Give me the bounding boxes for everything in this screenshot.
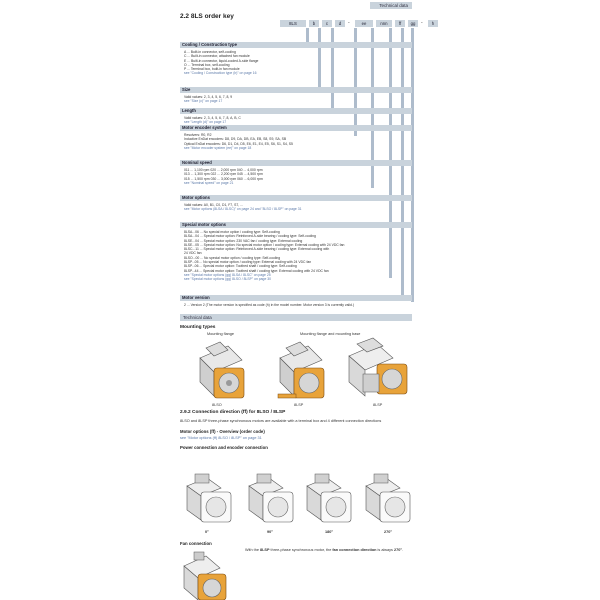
section-3 — [180, 125, 412, 152]
section-2 — [180, 108, 412, 127]
fan-text-1: With the — [245, 548, 260, 552]
fan-text-bold-1: 8LSP — [259, 548, 270, 552]
connection-text: 8LSO and 8LSP three-phase synchronous motors are available with a terminal box and 4 different connection directions — [180, 419, 382, 423]
orientation-angle-label: 90° — [267, 530, 273, 534]
section-body — [180, 228, 412, 284]
motor-orientation-0-image — [183, 470, 237, 526]
section-4 — [180, 160, 412, 187]
section-line: Optical EnDat encoders: D6, D1, D4, D5, E6, E1, E4, E5, S6, S1, S4, S5 — [184, 141, 293, 146]
fan-section — [180, 541, 412, 546]
options-title: Motor options (ff) - Overview (order code) — [180, 429, 265, 434]
section-6 — [180, 222, 412, 284]
section-line: Valid values: A0, B1, C0, D1, F7, S7, ... — [184, 203, 243, 207]
section-line: Inductive EnDat encoders: D8, D9, DA, DB, EA, EB, S8, S9, SA, SB — [184, 137, 287, 142]
section-line: A ... Built-in connector, self-cooling — [184, 50, 236, 54]
section-heading: Length — [180, 108, 412, 114]
section-bar-label: Technical data — [183, 315, 212, 320]
section-body — [180, 201, 412, 214]
section-5 — [180, 195, 412, 214]
order-key-dash: - — [421, 20, 423, 26]
section-line: 8LSP...44 ... Special motor option: Toothed shaft / cooling type: External cooling with 24 VDC fan — [184, 268, 329, 273]
section-line: 011 ... 1,100 rpm 020 ... 2,000 rpm 040 ... 4,000 rpm — [184, 168, 263, 172]
section-line: 8LSE...04 ... Special motor option: 230 VAC fan / cooling type: External cooling — [184, 238, 303, 243]
section-link[interactable]: see "Length (d)" on page 17 — [184, 120, 227, 125]
options-link[interactable]: see "Motor options (ff) 8LSO / 8LSP" on page 31 — [180, 436, 262, 440]
order-key-box-gg: gg — [408, 20, 418, 27]
header-label: Technical data — [379, 3, 408, 8]
motor-orientation-3-image — [362, 470, 416, 526]
order-key-box-nnn: nnn — [376, 20, 392, 27]
order-key-box-ff: ff — [395, 20, 405, 27]
section-line: Valid values: 2, 3, 4, 5, 6, 7, 8, 9 — [184, 95, 233, 99]
section-link[interactable]: see "Motor encoder system (ee)" on page 18 — [184, 145, 252, 150]
order-key-box-c: c — [322, 20, 332, 27]
section-line: 24 VDC fan — [184, 251, 202, 256]
motor-orientation-2-image — [303, 470, 357, 526]
section-1 — [180, 87, 412, 106]
section-link[interactable]: see "Cooling / Construction type (b)" on page 16 — [184, 71, 257, 76]
section-bar — [180, 314, 412, 321]
fan-text-bold-3: 270° — [394, 548, 402, 552]
orientation-angle-label: 0° — [205, 530, 209, 534]
fan-text-bold-2: fan connection direction — [332, 548, 377, 552]
section-heading: Nominal speed — [180, 160, 412, 166]
connector-line-b — [306, 28, 309, 43]
section-line: Resolvers: R0, R2 — [184, 133, 212, 137]
fan-text-4: . — [401, 548, 403, 552]
section-line: 8LSA...04 ... Special motor option: Reinforced A-side bearing / cooling type: Self-cooling — [184, 234, 316, 239]
section-line: 8LSA...06 ... No special motor option / cooling type: Self-cooling — [184, 230, 280, 234]
section-link[interactable]: see "Size (c)" on page 17 — [184, 99, 223, 104]
motor-8lso-image — [190, 338, 250, 403]
connection-title: 2.9.2 Connection direction (ff) for 8LSO / 8LSP — [180, 410, 286, 415]
mounting-label-2: Mounting flange and mounting base — [300, 332, 361, 336]
caption-8lsp-1: 8LSP — [294, 403, 304, 407]
section-line: O ... Terminal box, self-cooling — [184, 62, 230, 67]
section-line: 8LSC...11 ... Special motor option: Reinforced A-side bearing / cooling type: External cooling with — [184, 247, 330, 252]
fan-text-3: is always — [376, 548, 394, 552]
section-heading: Cooling / Construction type — [180, 42, 412, 48]
section-line: Valid values: 2, 3, 4, 5, 6, 7, 8, A, B, C — [184, 116, 241, 120]
motor-fan-image — [180, 548, 238, 600]
mounting-label-1: Mounting flange — [207, 332, 235, 336]
order-key-row — [280, 20, 438, 28]
orientation-angle-label: 180° — [325, 530, 333, 534]
section-body — [180, 131, 412, 152]
motor-8lsp-image — [270, 338, 330, 403]
section-body — [180, 48, 412, 78]
section-line: 013 ... 1,300 rpm 022 ... 2,200 rpm 045 ... 4,500 rpm — [184, 172, 263, 177]
fan-title: Fan connection — [180, 541, 212, 546]
motor-orientation-1-image — [245, 470, 299, 526]
section-0 — [180, 42, 412, 78]
section-7 — [180, 295, 412, 309]
section-heading: Motor encoder system — [180, 125, 412, 131]
order-key-box-h: h — [428, 20, 438, 27]
encoder-title: Power connection and encoder connection — [180, 445, 268, 450]
header-bar — [370, 2, 412, 9]
section-link[interactable]: see "Special motor options (gg) 8LSO / 8LSP" on page 30 — [184, 277, 272, 282]
section-line: P ... Terminal box, built-in fan module — [184, 67, 240, 72]
order-key-box-b: b — [309, 20, 319, 27]
mounting-title: Mounting types — [180, 325, 216, 330]
mounting-section — [180, 325, 412, 330]
section-link[interactable]: see "Nominal speed" on page 21 — [184, 180, 234, 185]
section-body — [180, 166, 412, 187]
section-line: 8LSP...05 ... No special motor option / cooling type: External cooling with 24 VDC fan — [184, 260, 312, 265]
section-line: E ... Built-in connector, liquid-cooled A-side flange — [184, 58, 259, 63]
order-key-box-8ls: 8LS — [280, 20, 306, 27]
order-key-dash: - — [348, 20, 350, 26]
caption-8lsp-2: 8LSP — [373, 403, 383, 407]
section-link[interactable]: see "Motor options (8LSA / 8LSC)" on page 24 and "8LSO / 8LSP" on page 31 — [184, 207, 302, 212]
section-line: 8LSP...06 ... Special motor option: Toothed shaft / cooling type: Self-cooling — [184, 264, 297, 269]
fan-text — [245, 548, 415, 553]
order-key-box-ee: ee — [355, 20, 373, 27]
section-line: 8LSE...05 ... Special motor option: No special motor option / cooling type: External cooling with 24 VDC fan — [184, 242, 345, 247]
section-line: 8LSO...00 ... No special motor option / cooling type: Self-cooling — [184, 255, 281, 260]
section-line: 2 ... Version 2 (The motor version is specified as code (h) in the model number. Motor version 3 is currently valid.) — [184, 303, 354, 307]
order-key-box-d: d — [335, 20, 345, 27]
fan-text-2: three-phase synchronous motor, the — [269, 548, 333, 552]
page-title: 2.2 8LS order key — [180, 13, 234, 20]
section-body — [180, 93, 412, 106]
section-line: C ... Built-in connector, attached fan module — [184, 54, 250, 59]
section-heading: Motor options — [180, 195, 412, 201]
orientation-angle-label: 270° — [384, 530, 392, 534]
section-heading: Motor version — [180, 295, 412, 301]
section-heading: Special motor options — [180, 222, 412, 228]
section-body — [180, 301, 412, 309]
connection-section — [180, 410, 412, 450]
section-line: 015 ... 1,500 rpm 030 ... 3,000 rpm 060 ... 6,000 rpm — [184, 176, 263, 181]
section-link[interactable]: see "Special motor options (gg) 8LSA / 8LSC" on page 25 — [184, 272, 271, 277]
section-heading: Size — [180, 87, 412, 93]
motor-8lsp-fan-image — [343, 334, 413, 404]
caption-8lso: 8LSO — [212, 403, 222, 407]
